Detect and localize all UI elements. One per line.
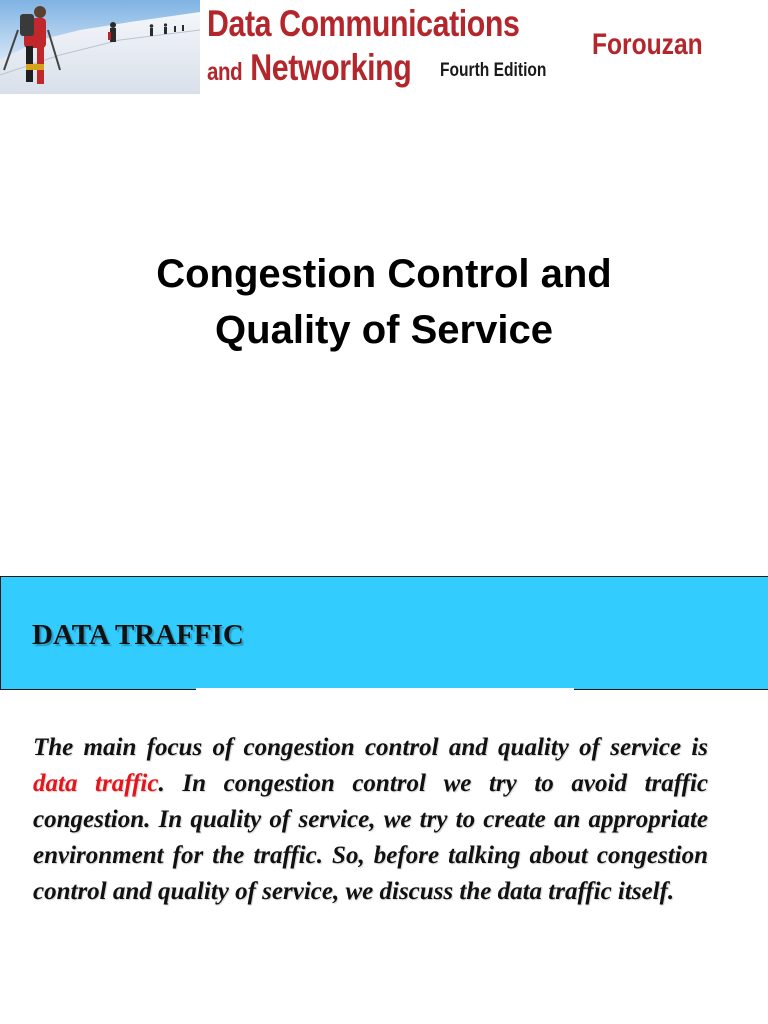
section-header-band xyxy=(0,576,768,690)
book-banner xyxy=(0,0,768,94)
book-title-line2 xyxy=(207,48,411,92)
section-heading: DATA TRAFFIC xyxy=(32,619,244,651)
paragraph-text-before: The main focus of congestion control and quality of service is xyxy=(33,734,708,761)
paragraph-text-after: . In congestion control we try to avoid traffic congestion. In quality of service, we try to create an appropriate environment for the traffic. So, before talking about congestion control and quality of service, we discuss the data traffic itself. xyxy=(33,770,708,905)
book-title-line1: Data Communications xyxy=(207,3,520,44)
book-title-networking: Networking xyxy=(250,47,412,88)
book-edition: Fourth Edition xyxy=(440,60,547,81)
mountain-climbers-photo xyxy=(0,0,200,94)
slide-title-line2: Quality of Service xyxy=(215,308,553,352)
book-title-and: and xyxy=(207,58,243,86)
paragraph-highlight: data traffic xyxy=(33,770,159,797)
slide-title xyxy=(0,246,768,358)
body-paragraph xyxy=(33,730,708,910)
band-divider xyxy=(196,688,574,691)
book-author: Forouzan xyxy=(592,28,703,61)
slide-title-line1: Congestion Control and xyxy=(156,252,612,296)
